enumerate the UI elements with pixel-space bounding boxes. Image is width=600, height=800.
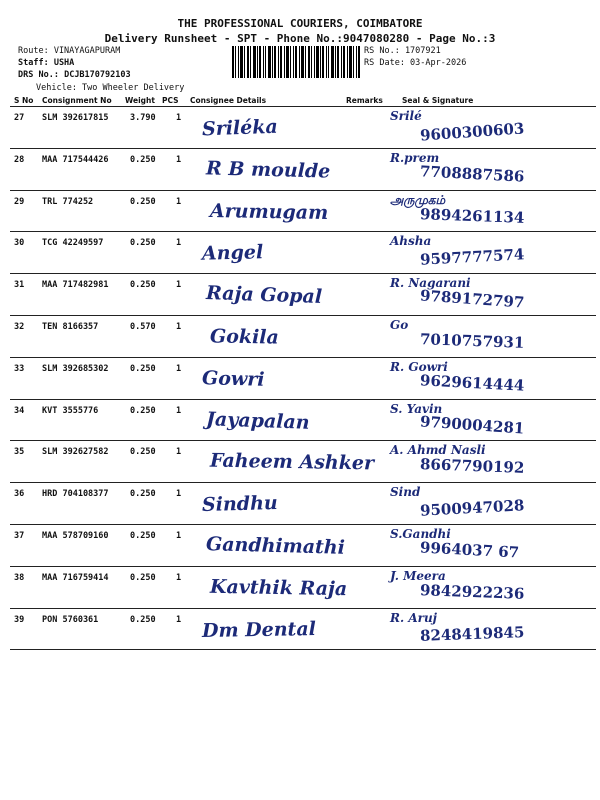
table-row: [0, 107, 600, 148]
receiver-phone: 7010757931: [419, 330, 525, 352]
receiver-phone: 9790004281: [419, 411, 525, 438]
row-pcs: 1: [176, 238, 182, 249]
receiver-signature: R. Aruj: [390, 610, 438, 625]
row-consignment: SLM 392617815: [42, 113, 109, 123]
receiver-signature: Go: [390, 318, 409, 332]
row-weight: 0.250: [130, 447, 156, 458]
row-pcs: 1: [176, 531, 182, 541]
col-consignment: Consignment No: [42, 96, 112, 105]
receiver-phone: 9842922236: [419, 580, 525, 603]
receiver-signature: S. Yavin: [390, 401, 443, 416]
row-sno: 27: [14, 113, 25, 123]
receiver-phone: 9500947028: [419, 496, 525, 520]
row-sno: 38: [14, 572, 25, 583]
receiver-signature: R.prem: [390, 150, 440, 165]
table-row: [0, 316, 600, 357]
row-sno: 31: [14, 280, 25, 291]
row-consignment: HRD 704108377: [42, 489, 109, 500]
row-weight: 0.250: [130, 614, 156, 625]
row-consignment: TEN 8166357: [42, 322, 99, 332]
consignee-handwritten: Gandhimathi: [205, 533, 346, 559]
consignee-handwritten: Angel: [201, 241, 264, 266]
receiver-phone: 9597777574: [419, 245, 525, 270]
row-pcs: 1: [176, 322, 182, 332]
row-weight: 0.250: [130, 572, 156, 583]
row-weight: 0.250: [130, 405, 156, 416]
row-sno: 30: [14, 238, 25, 249]
drs-label: DRS No.:: [18, 70, 59, 80]
row-weight: 0.250: [130, 531, 156, 541]
row-consignment: MAA 717482981: [42, 280, 109, 291]
staff-label: Staff: USHA: [18, 58, 75, 68]
row-consignment: TRL 774252: [42, 196, 94, 207]
row-pcs: 1: [176, 614, 182, 625]
row-consignment: SLM 392627582: [42, 447, 109, 458]
col-weight: Weight: [125, 96, 155, 105]
table-row: [0, 483, 600, 524]
row-consignment: MAA 716759414: [42, 572, 109, 583]
row-consignment: TCG 42249597: [42, 238, 104, 249]
row-sno: 28: [14, 154, 25, 165]
table-row: [0, 441, 600, 482]
row-sno: 29: [14, 196, 25, 207]
row-consignment: MAA 578709160: [42, 531, 109, 541]
table-row: [0, 274, 600, 315]
col-consignee: Consignee Details: [190, 96, 267, 105]
row-weight: 0.250: [130, 238, 156, 249]
row-sno: 39: [14, 614, 25, 625]
receiver-phone: 8667790192: [419, 455, 525, 478]
consignee-handwritten: Gokila: [209, 325, 279, 349]
row-sno: 35: [14, 447, 25, 458]
table-row: [0, 191, 600, 232]
row-pcs: 1: [176, 280, 182, 291]
row-pcs: 1: [176, 489, 182, 500]
receiver-phone: 9894261134: [419, 204, 525, 227]
receiver-phone: 9600300603: [419, 119, 525, 145]
row-sno: 33: [14, 363, 25, 374]
consignee-handwritten: Faheem Ashker: [209, 449, 375, 475]
row-pcs: 1: [176, 405, 182, 416]
receiver-phone: 9629614444: [419, 371, 525, 395]
receiver-signature: S.Gandhi: [390, 527, 451, 541]
receiver-signature: J. Meera: [390, 568, 446, 583]
consignee-handwritten: Sriléka: [201, 115, 279, 141]
receiver-signature: Ahsha: [390, 234, 432, 249]
receiver-signature: அருமுகம்: [390, 192, 446, 207]
table-row: [0, 358, 600, 399]
consignee-handwritten: Sindhu: [201, 492, 278, 517]
row-divider: [10, 649, 596, 650]
col-sno: S No: [14, 96, 34, 105]
receiver-signature: Sind: [390, 485, 421, 500]
row-consignment: PON 5760361: [42, 614, 99, 625]
row-consignment: MAA 717544426: [42, 154, 109, 165]
col-pcs: PCS: [162, 96, 179, 105]
row-weight: 0.570: [130, 322, 156, 332]
consignee-handwritten: Raja Gopal: [205, 282, 323, 309]
consignee-handwritten: Dm Dental: [201, 617, 317, 642]
row-weight: 0.250: [130, 280, 156, 291]
table-row: [0, 609, 600, 650]
table-row: [0, 400, 600, 441]
receiver-signature: R. Gowri: [390, 359, 448, 374]
col-seal: Seal & Signature: [402, 96, 474, 105]
table-row: [0, 525, 600, 566]
table-row: [0, 149, 600, 190]
consignee-handwritten: R B moulde: [205, 157, 331, 183]
consignee-handwritten: Kavthik Raja: [209, 575, 348, 600]
receiver-phone: 9789172797: [419, 286, 525, 312]
consignee-handwritten: Gowri: [201, 366, 265, 391]
table-row: [0, 567, 600, 608]
row-consignment: SLM 392685302: [42, 363, 109, 374]
rs-number: RS No.: 1707921: [364, 46, 441, 56]
receiver-signature: A. Ahmd Nasli: [390, 443, 486, 458]
row-pcs: 1: [176, 196, 182, 207]
route-label: Route: VINAYAGAPURAM: [18, 46, 121, 56]
receiver-phone: 8248419845: [419, 622, 525, 645]
receiver-phone: 7708887586: [419, 162, 525, 186]
barcode: [232, 46, 360, 78]
receiver-phone: 9964037 67: [419, 538, 520, 562]
row-weight: 0.250: [130, 363, 156, 374]
consignee-handwritten: Jayapalan: [205, 407, 310, 434]
row-sno: 34: [14, 405, 25, 416]
col-remarks: Remarks: [346, 96, 383, 105]
drs-value: DCJB170792103: [64, 70, 131, 80]
receiver-signature: Srilé: [390, 109, 422, 123]
row-pcs: 1: [176, 447, 182, 458]
row-weight: 0.250: [130, 489, 156, 500]
table-row: [0, 232, 600, 273]
vehicle-label: Vehicle: Two Wheeler Delivery: [36, 83, 185, 93]
drs-number: [18, 70, 131, 80]
consignee-handwritten: Arumugam: [209, 199, 329, 224]
column-header-row: [0, 96, 600, 106]
row-pcs: 1: [176, 572, 182, 583]
row-pcs: 1: [176, 363, 182, 374]
row-weight: 3.790: [130, 113, 156, 123]
row-pcs: 1: [176, 113, 182, 123]
row-sno: 37: [14, 531, 25, 541]
row-sno: 36: [14, 489, 25, 500]
receiver-signature: R. Nagarani: [390, 276, 471, 291]
row-pcs: 1: [176, 154, 182, 165]
row-weight: 0.250: [130, 196, 156, 207]
runsheet-title: THE PROFESSIONAL COURIERS, COIMBATORE: [177, 17, 423, 30]
row-weight: 0.250: [130, 154, 156, 165]
row-sno: 32: [14, 322, 25, 332]
row-consignment: KVT 3555776: [42, 405, 99, 416]
rs-date: RS Date: 03-Apr-2026: [364, 58, 467, 68]
runsheet-subtitle: Delivery Runsheet - SPT - Phone No.:9047080280 - Page No.:3: [104, 32, 496, 45]
